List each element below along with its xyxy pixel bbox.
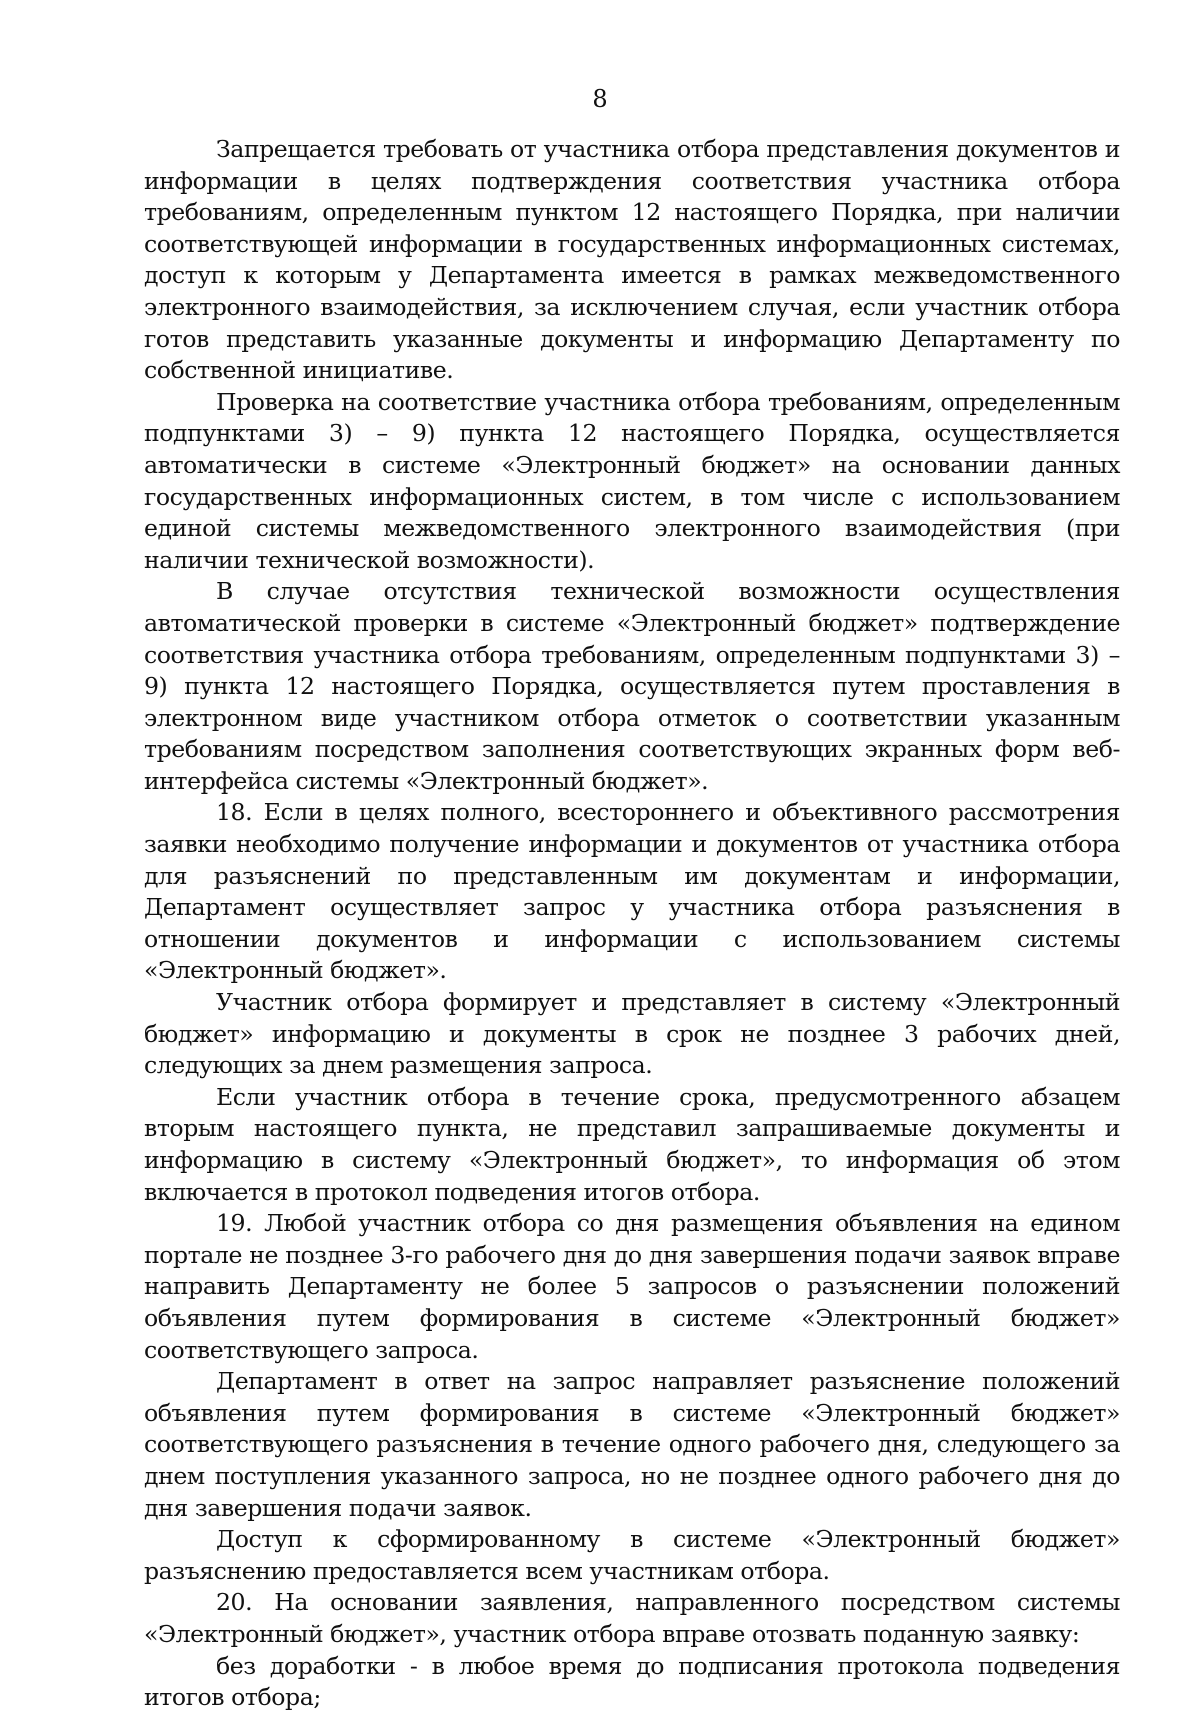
paragraph-manual-check: В случае отсутствия технической возможности осуществления автоматической проверки в системе «Электронный бюджет» подтверждение соответствия участника отбора требованиям, определенным подпунктами 3) – 9) пункта 12 настоящего Порядка, осуществляется путем проставления в электронном виде участником отбора отметок о соответствии указанным требованиям посредством заполнения соответствующих экранных форм веб-интерфейса системы «Электронный бюджет». <box>144 577 1120 795</box>
paragraph-access: Доступ к сформированному в системе «Электронный бюджет» разъяснению предоставляется всем участникам отбора. <box>144 1525 1120 1585</box>
paragraph-no-response: Если участник отбора в течение срока, предусмотренного абзацем вторым настоящего пункта, не представил запрашиваемые документы и информацию в систему «Электронный бюджет», то информация об этом включается в протокол подведения итогов отбора. <box>144 1082 1120 1206</box>
paragraph-department-reply: Департамент в ответ на запрос направляет разъяснение положений объявления путем формирования в системе «Электронный бюджет» соответствующего разъяснения в течение одного рабочего дня, следующего за днем поступления указанного запроса, но не позднее одного рабочего дня до дня завершения подачи заявок. <box>144 1367 1120 1522</box>
paragraph-clause-18: 18. Если в целях полного, всестороннего и объективного рассмотрения заявки необходимо получение информации и документов от участника отбора для разъяснений по представленным им документам и информации, Департамент осуществляет запрос у участника отбора разъяснения в отношении документов и информации с использованием системы «Электронный бюджет». <box>144 798 1120 985</box>
paragraph-participant-response: Участник отбора формирует и представляет в систему «Электронный бюджет» информацию и документы в срок не позднее 3 рабочих дней, следующих за днем размещения запроса. <box>144 988 1120 1080</box>
document-body <box>144 134 1120 1714</box>
page-number: 8 <box>592 85 608 113</box>
paragraph-clause-19: 19. Любой участник отбора со дня размещения объявления на едином портале не позднее 3-го рабочего дня до дня завершения подачи заявок вправе направить Департаменту не более 5 запросов о разъяснении положений объявления путем формирования в системе «Электронный бюджет» соответствующего запроса. <box>144 1209 1120 1364</box>
paragraph-clause-20: 20. На основании заявления, направленного посредством системы «Электронный бюджет», участник отбора вправе отозвать поданную заявку: <box>144 1588 1120 1648</box>
paragraph-withdraw-without-revision: без доработки - в любое время до подписания протокола подведения итогов отбора; <box>144 1651 1120 1712</box>
paragraph-data-request-prohibition: Запрещается требовать от участника отбора представления документов и информации в целях подтверждения соответствия участника отбора требованиям, определенным пунктом 12 настоящего Порядка, при наличии соответствующей информации в государственных информационных системах, доступ к которым у Департамента имеется в рамках межведомственного электронного взаимодействия, за исключением случая, если участник отбора готов представить указанные документы и информацию Департаменту по собственной инициативе. <box>144 135 1120 385</box>
paragraph-automatic-check: Проверка на соответствие участника отбора требованиям, определенным подпунктами 3) – 9) пункта 12 настоящего Порядка, осуществляется автоматически в системе «Электронный бюджет» на основании данных государственных информационных систем, в том числе с использованием единой системы межведомственного электронного взаимодействия (при наличии технической возможности). <box>144 387 1120 574</box>
